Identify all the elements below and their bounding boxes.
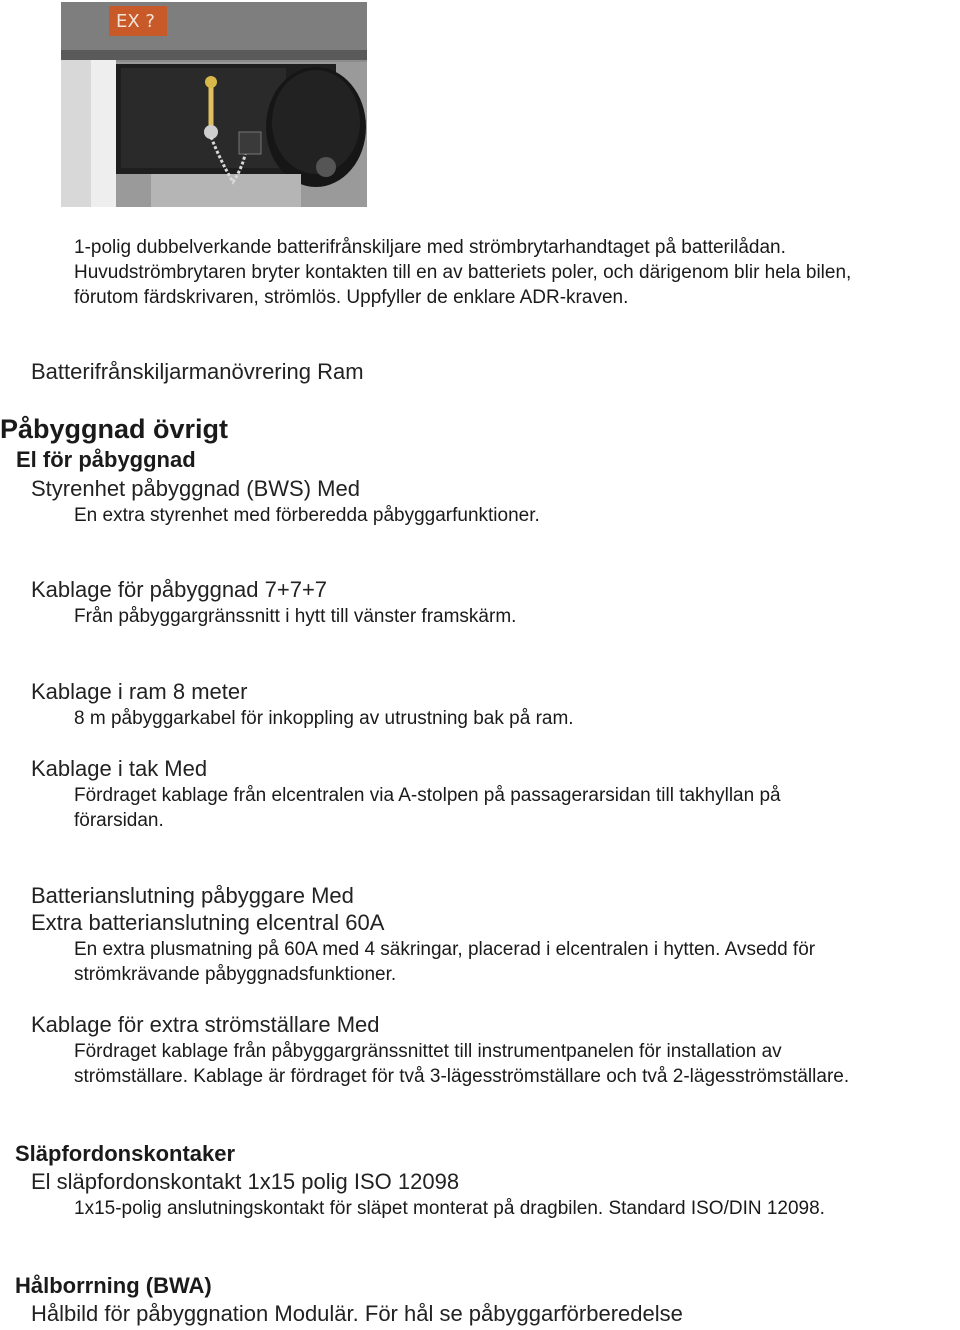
option-desc: Fördraget kablage från elcentralen via A-stolpen på passagerarsidan till takhyllan på [74,785,781,806]
svg-text:EX ?: EX ? [116,11,155,32]
option-desc: strömställare. Kablage är fördraget för två 3-lägesströmställare och två 2-lägesströmställare. [74,1066,850,1087]
option-label: Kablage i ram 8 meter [31,679,248,704]
option-label: El släpfordonskontakt 1x15 polig ISO 12098 [31,1169,460,1194]
option-desc: 1x15-polig anslutningskontakt för släpet monterat på dragbilen. Standard ISO/DIN 12098. [74,1198,825,1219]
section-subtitle-electrical: El för påbyggnad [16,447,196,472]
option-label: Styrenhet påbyggnad (BWS) Med [31,476,360,501]
photo-illustration [61,2,367,207]
option-label: Hålbild för påbyggnation Modulär. För hål se påbyggarförberedelse [31,1301,683,1326]
option-label: Kablage för extra strömställare Med [31,1012,380,1037]
section-title-holes: Hålborrning (BWA) [15,1273,212,1298]
option-desc: En extra plusmatning på 60A med 4 säkringar, placerad i elcentralen i hytten. Avsedd för [74,939,816,960]
option-desc: En extra styrenhet med förberedda påbyggarfunktioner. [74,505,540,526]
intro-line-2: Huvudströmbrytaren bryter kontakten till en av batteriets poler, och därigenom blir hela bilen, [74,262,852,283]
option-label: Extra batterianslutning elcentral 60A [31,910,385,935]
option-label: Batterianslutning påbyggare Med [31,883,354,908]
option-desc: Fördraget kablage från påbyggargränssnittet till instrumentpanelen för installation av [74,1041,782,1062]
option-label: Kablage i tak Med [31,756,208,781]
option-desc: strömkrävande påbyggnadsfunktioner. [74,964,397,985]
section-title-body: Påbyggnad övrigt [0,414,229,444]
section-title-trailer: Släpfordonskontaker [15,1141,236,1166]
option-desc: Från påbyggargränssnitt i hytt till vänster framskärm. [74,606,517,627]
battery-switch-photo [61,2,367,207]
option-label: Kablage för påbyggnad 7+7+7 [31,577,328,602]
intro-line-1: 1-polig dubbelverkande batterifrånskiljare med strömbrytarhandtaget på batterilådan. [74,237,786,258]
option-desc: förarsidan. [74,810,164,831]
option-desc: 8 m påbyggarkabel för inkoppling av utrustning bak på ram. [74,708,574,729]
intro-line-3: förutom färdskrivaren, strömlös. Uppfyller de enklare ADR-kraven. [74,287,629,308]
battery-switch-option: Batterifrånskiljarmanövrering Ram [31,359,364,384]
